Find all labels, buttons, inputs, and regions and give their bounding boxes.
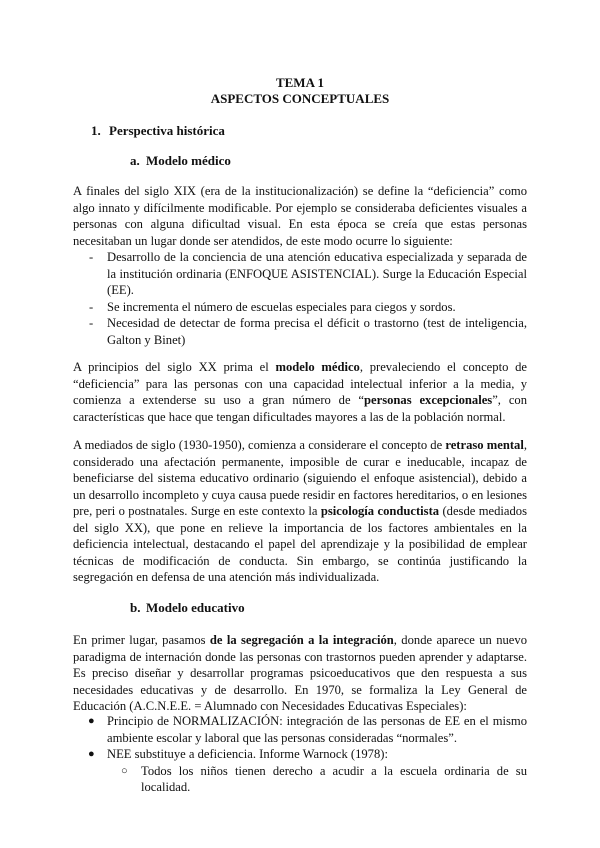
list-item-text: Principio de NORMALIZACIÓN: integración de las personas de EE en el mismo ambiente escolar y laboral que las personas consideradas “normales”. [107,714,527,745]
bullet-icon: ● [88,715,95,727]
subsection-heading-modelo-medico [130,153,231,170]
bold-term-psicologia-conductista: psicología conductista [320,504,440,518]
list-item-text: Necesidad de detectar de forma precisa el déficit o trastorno (test de inteligencia, Galton y Binet) [107,316,527,347]
bold-term-segregacion-integracion: de la segregación a la integración [209,633,394,647]
text-run: , prevaleciendo el concepto de “deficiencia” para las personas con una capacidad intelectual inferior a la media, y comienza a extenderse su uso a gran número de “ [73,360,527,407]
sub-list-item-text: Todos los niños tienen derecho a acudir a la escuela ordinaria de su localidad. [141,763,527,794]
paragraph-siglo-xx [73,359,527,425]
bold-term-personas-excepcionales: personas excepcionales [364,393,493,407]
list-item [73,713,527,746]
list-item-text: NEE substituye a deficiencia. Informe Warnock (1978): [107,747,388,761]
sub-bullet-list [107,763,527,796]
dash-list [73,249,527,348]
dash-marker: - [89,250,94,264]
text-run: , considerado una afectación permanente, imposible de curar e ineducable, incapaz de beneficiarse del sistema educativo ordinario (siguiendo el enfoque asistencial), debido a un desarrollo incompleto y cuya causa puede residir en factores hereditarios, o en lesiones pre, peri o postnatales. Surge en este contexto la [73,438,527,518]
text-run: A principios del siglo XX prima el [73,360,276,374]
subsection-letter: a. [130,153,140,168]
list-item [73,315,527,348]
list-item [73,746,527,796]
bold-term-retraso-mental: retraso mental [445,438,524,452]
subsection-label: Modelo médico [146,153,231,168]
text-run: , donde aparece un nuevo paradigma de internación donde las personas con trastornos pueden aprender y adaptarse. Es preciso diseñar y desarrollar programas psicoeducativos que den respuesta a sus necesidades educativas y de desarrollo. En 1970, se formaliza la Ley General de Educación (A.C.N.E.E. = Alumnado con Necesidades Educativas Especiales): [73,633,527,713]
list-item-text: Desarrollo de la conciencia de una atención educativa especializada y separada de la institución ordinaria (ENFOQUE ASISTENCIAL). Surge la Educación Especial (EE). [107,250,527,297]
list-item [73,249,527,299]
text-run: (desde mediados del siglo XX), que pone en relieve la importancia de los factores ambientales en la deficiencia intelectual, destacando el papel del aprendizaje y la posibilidad de emplear técnicas de modificación de conducta. Sin embargo, se continúa justificando la segregación en defensa de una atención más individualizada. [73,504,527,584]
text-run: En primer lugar, pasamos [73,633,210,647]
subsection-label: Modelo educativo [146,600,245,615]
section-heading-perspectiva [91,123,225,140]
paragraph-siglo-xix: A finales del siglo XIX (era de la institucionalización) se define la “deficiencia” como algo innato y difícilmente modificable. Por ejemplo se consideraba deficientes visuales a personas con alguna dificultad visual. En esta época se creía que estas personas necesitaban un lugar donde ser atendidos, de este modo ocurre lo siguiente: [73,184,527,248]
dash-marker: - [89,316,94,330]
text-run: A mediados de siglo (1930-1950), comienza a considerare el concepto de [73,438,446,452]
section-number: 1. [91,123,101,138]
document-subtitle: ASPECTOS CONCEPTUALES [210,91,390,106]
paragraph-integracion [73,632,527,715]
bold-term-modelo-medico: modelo médico [275,360,360,374]
bullet-list [73,713,527,796]
text-run: ”, con características que hace que tengan dificultades mayores a las de la población normal. [73,393,527,424]
list-item-text: Se incrementa el número de escuelas especiales para ciegos y sordos. [107,299,456,314]
sub-list-item [107,763,527,796]
list-item [73,299,527,316]
dash-marker: - [89,299,94,314]
hollow-bullet-icon: ○ [121,764,128,777]
bullet-icon: ● [88,748,95,760]
section-label: Perspectiva histórica [109,123,225,138]
document-title: TEMA 1 [275,75,325,90]
paragraph-mediados-siglo [73,437,527,586]
subsection-heading-modelo-educativo [130,600,245,617]
subsection-letter: b. [130,600,141,615]
